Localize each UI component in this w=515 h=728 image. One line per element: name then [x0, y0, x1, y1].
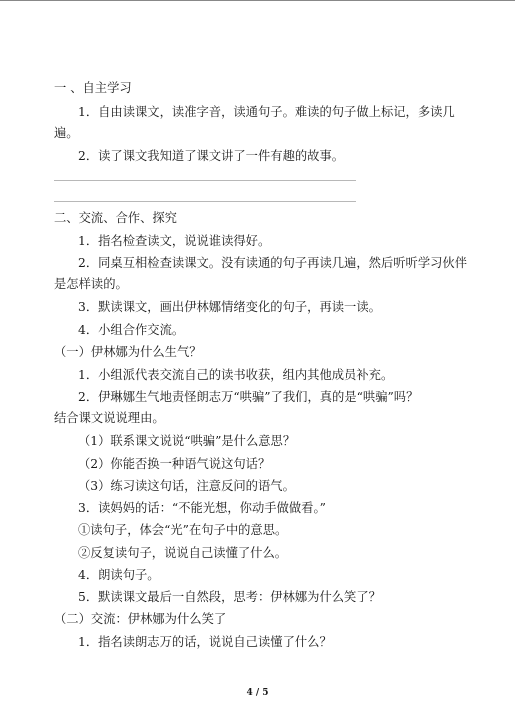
section1-item1-line1: 1．自由读课文，读准字音，读通句子。难读的句子做上标记，多读几	[78, 105, 455, 119]
section2-item2-line2: 是怎样读的。	[54, 277, 128, 291]
part1-line: （3）练习读这句话，注意反问的语气。	[78, 479, 295, 493]
answer-line-1	[54, 180, 356, 181]
section1-heading: 一 、自主学习	[54, 81, 132, 95]
page-top-border	[0, 0, 515, 1]
part1-line: 3．读妈妈的话：“不能光想，你动手做做看。”	[78, 501, 326, 515]
part1-line: 1．小组派代表交流自己的读书收获，组内其他成员补充。	[78, 368, 394, 382]
section1-item2: 2．读了课文我知道了课文讲了一件有趣的故事。	[78, 149, 345, 163]
part1-line: （2）你能否换一种语气说这句话？	[78, 457, 271, 471]
part1-line: ②反复读句子，说说自己读懂了什么。	[78, 546, 288, 560]
section2-item2-line1: 2．同桌互相检查读课文。没有读通的句子再读几遍，然后听听学习伙伴	[78, 256, 468, 270]
section2-heading: 二、交流、合作、探究	[54, 211, 177, 225]
part1-line: 4．朗读句子。	[78, 568, 160, 582]
part2-heading: （二）交流：伊林娜为什么笑了	[54, 612, 227, 626]
page-number: 4 / 5	[246, 688, 269, 698]
part1-line: （1）联系课文说说“哄骗”是什么意思？	[78, 434, 296, 448]
part2-line: 1．指名读朗志万的话，说说自己读懂了什么？	[78, 635, 332, 649]
section2-item1: 1．指名检查读文，说说谁读得好。	[78, 234, 271, 248]
part1-line: 2．伊琳娜生气地责怪朗志万“哄骗”了我们，真的是“哄骗”吗？	[78, 390, 419, 404]
section2-item4: 4．小组合作交流。	[78, 323, 185, 337]
part1-line: ①读句子，体会“光”在句子中的意思。	[78, 523, 288, 537]
part1-line: 5．默读课文最后一自然段，思考：伊林娜为什么笑了？	[78, 590, 381, 604]
part1-heading: （一）伊林娜为什么生气？	[54, 345, 202, 359]
section2-item3: 3．默读课文，画出伊林娜情绪变化的句子，再读一读。	[78, 300, 381, 314]
section1-item1-line2: 遍。	[54, 126, 79, 140]
answer-line-2	[54, 201, 356, 202]
part1-line: 结合课文说说理由。	[54, 411, 165, 425]
